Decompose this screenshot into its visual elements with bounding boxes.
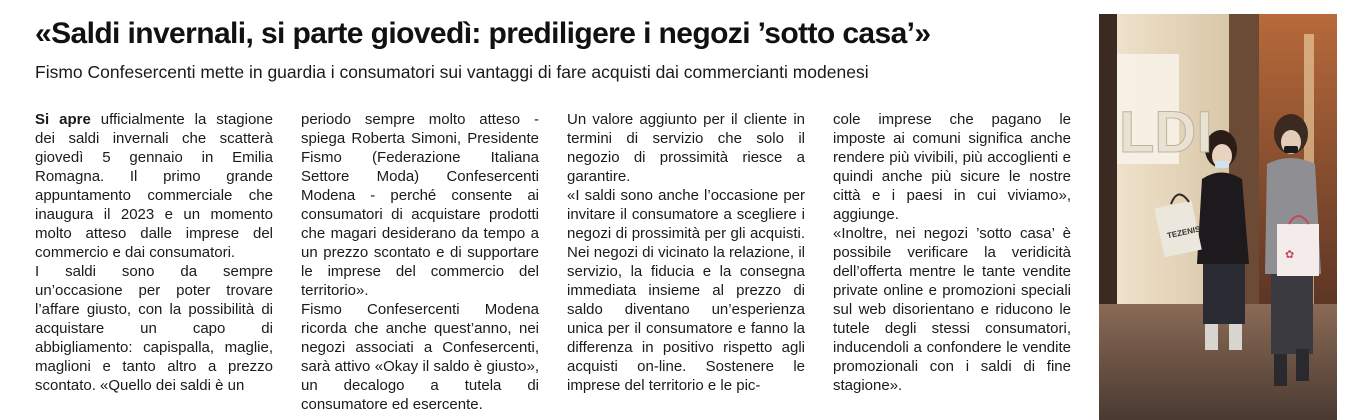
paragraph: «Inoltre, nei negozi ’sotto casa’ è possibile verificare la veridicità dell’offerta mentre le tante vendite private online e promozioni speciali sul web disorientano e riducono le tutele degli stessi consumatori, inducendoli a confondere le vendite promozionali con i saldi di fine stagione». [833, 225, 1071, 394]
paragraph: Fismo Confesercenti Modena ricorda che anche quest’anno, nei negozi associati a Confesercenti, sarà attivo «Okay il saldo è giusto», un decalogo a tutela di consumatore ed esercente. [301, 301, 539, 413]
svg-text:✿: ✿ [1285, 249, 1295, 261]
article-column-1 [35, 110, 273, 395]
paragraph: cole imprese che pagano le imposte ai comuni significa anche rendere più vivibili, più accoglienti e quindi anche più sicure le nostre città e i paesi in cui viviamo», aggiunge. [833, 111, 1071, 223]
article-column-3 [567, 110, 805, 395]
paragraph: I saldi sono da sempre un’occasione per poter trovare l’affare giusto, con la possibilità di acquistare un capo di abbigliamento: capispalla, maglie, maglioni e tanto altro a prezzo scontato. «Quello dei saldi è un [35, 263, 273, 394]
bag-brand-label: TEZENIS [1166, 224, 1202, 241]
shoppers-photo-illustration [1099, 14, 1337, 420]
headline: «Saldi invernali, si parte giovedì: prediligere i negozi ’sotto casa’» [35, 17, 931, 50]
article-photo [1099, 14, 1337, 420]
lead-paragraph [35, 110, 273, 262]
lead-words: Si apre [35, 111, 91, 128]
lead-paragraph-text: ufficialmente la stagione dei saldi invernali che scatterà giovedì 5 gennaio in Emilia Romagna. Il primo grande appuntamento commerciale che inaugura il 2023 e un momento molto atteso dalle imprese del commercio e dai consumatori. [35, 111, 273, 261]
article-column-4 [833, 110, 1071, 395]
article-column-2 [301, 110, 539, 414]
paragraph: periodo sempre molto atteso - spiega Roberta Simoni, Presidente Fismo (Federazione Italiana Settore Moda) Confesercenti Modena - perché consente ai consumatori di acquistare prodotti che magari desiderano da tempo a un prezzo scontato e di supportare le imprese del commercio del territorio». [301, 111, 539, 299]
paragraph: «I saldi sono anche l’occasione per invitare il consumatore a scegliere i negozi di prossimità per gli acquisti. Nei negozi di vicinato la relazione, il servizio, la fiducia e la consegna immediata insieme al prezzo di saldo diventano un’esperienza unica per il consumatore e fanno la differenza in positivo rispetto agli acquisti on-line. Sostenere le imprese del territorio e le pic- [567, 187, 805, 394]
window-sign-text: LDI [1119, 100, 1213, 165]
paragraph: Un valore aggiunto per il cliente in termini di servizio che solo il negozio di prossimità riesce a garantire. [567, 111, 805, 185]
subtitle: Fismo Confesercenti mette in guardia i consumatori sui vantaggi di fare acquisti dai commercianti modenesi [35, 62, 869, 82]
